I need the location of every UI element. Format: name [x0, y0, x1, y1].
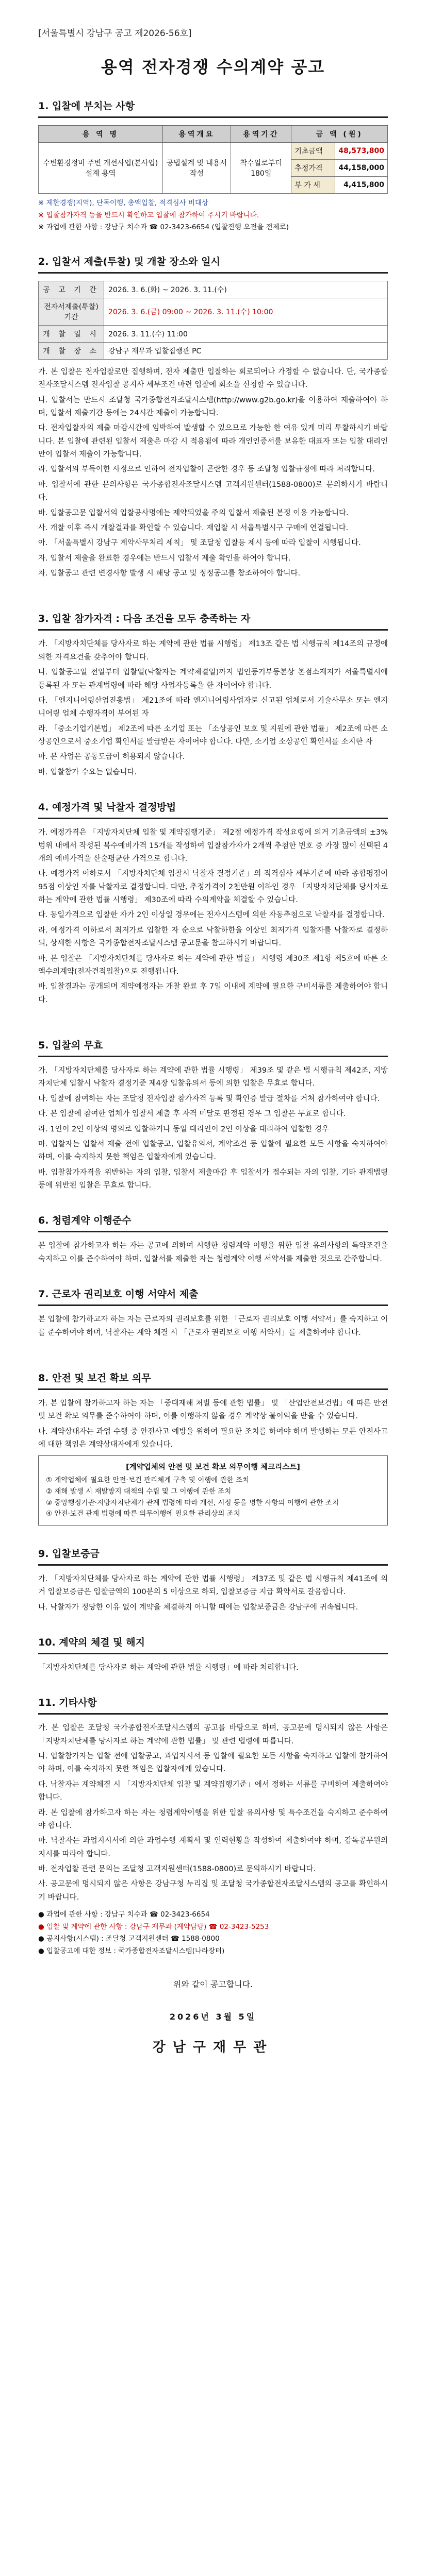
checklist-item: ① 계약업체에 필요한 안전·보건 관리체계 구축 및 이행에 관한 조치 [46, 1476, 250, 1485]
section-divider [38, 1231, 388, 1232]
closing-statement: 위와 같이 공고합니다. [173, 1979, 253, 1989]
paragraph: 마. 낙찰자는 과업지시서에 의한 과업수행 계획서 및 인력현황을 작성하여 제출하여야 하며, 감독공무원의 지시를 따라야 합니다. [38, 1837, 388, 1858]
schedule-value: 2026. 3. 11.(수) 11:00 [104, 325, 388, 342]
paragraph: 바. 입찰공고문 입찰서의 입찰공사명에는 제약되었을 주의 입찰서 제출된 본정 이용 가능합니다. [38, 509, 349, 517]
page-title: 용역 전자경쟁 수의계약 공고 [101, 57, 325, 77]
amount-label: 추정가격 [291, 160, 335, 177]
paragraph: 라. 「중소기업기본법」 제2조에 따른 소기업 또는 「소상공인 보호 및 지원에 관한 법률」 제2조에 따른 소상공인으로서 중소기업 확인서를 발급받은 자이어야 합니다. 다만, 소기업 소상공인 확인서를 소지한 자 [38, 724, 388, 747]
paragraph: 차. 입찰공고 관련 변경사항 발생 시 해당 공고 및 정정공고를 참조하여야 합니다. [38, 569, 301, 578]
note-line: ※ 과업에 관한 사항 : 강남구 치수과 ☎ 02-3423-6654 (입찰진행 오전을 전제로) [38, 223, 289, 232]
paragraph: 아. 「서울특별시 강남구 계약사무처리 세칙」 및 조달청 입찰등 제시 등에 따라 입찰이 시행됩니다. [38, 539, 361, 548]
paragraph: 본 입찰에 참가하고자 하는 자는 근로자의 권리보호를 위한 「근로자 권리보호 이행 서약서」를 숙지하고 이를 준수하여야 하며, 낙찰자는 계약 체결 시 「근로자 권리보호 이행 서약서」를 제출하여야 합니다. [38, 1315, 388, 1337]
paragraph: 나. 예정가격 이하로서 「지방자치단체 입찰시 낙찰자 결정기준」의 적격심사 세부기준에 따라 종합평점이 95점 이상인 자를 낙찰자로 결정합니다. 다만, 추정가격이 2천만원 이하인 경우 「지방자치단체를 당사자로 하는 계약에 관한 법률 시행령」 제30조에 따라 수의계약을 체결할 수 있습니다. [38, 870, 388, 905]
service-overview: 공법설계 및 내용서 작성 [162, 143, 231, 194]
schedule-key: 개 찰 장 소 [39, 342, 104, 359]
amount-value: 44,158,000 [335, 160, 388, 177]
contact-item: ● 입찰공고에 대한 정보 : 국가종합전자조달시스템(나라장터) [38, 1946, 225, 1955]
amount-label: 기초금액 [291, 143, 335, 160]
paragraph: 가. 본 입찰은 조달청 국가종합전자조달시스템의 공고를 바탕으로 하며, 공고문에 명시되지 않은 사항은 「지방자치단체를 당사자로 하는 계약에 관한 법률」 및 관련 법령에 따릅니다. [38, 1724, 388, 1745]
section-divider [38, 1056, 388, 1057]
checklist-item: ② 재해 발생 시 재발방지 대책의 수립 및 그 이행에 관한 조치 [46, 1487, 232, 1496]
service-name: 수변환경정비 주변 개선사업(본사업) 설계 용역 [39, 143, 163, 194]
section-2-title: 2. 입찰서 제출(투찰) 및 개찰 장소와 일시 [38, 256, 220, 267]
section-6-title: 6. 청렴계약 이행준수 [38, 1215, 132, 1227]
section-divider [38, 629, 388, 631]
section-divider [38, 272, 388, 274]
paragraph: 다. 낙찰자는 계약체결 시 「지방자치단체 입찰 및 계약집행기준」에서 정하는 서류를 구비하여 제출하여야 합니다. [38, 1780, 388, 1802]
amount-value: 4,415,800 [335, 177, 388, 194]
paragraph: 가. 예정가격은 「지방자치단체 입찰 및 계약집행기준」 제2절 예정가격 작성요령에 의거 기초금액의 ±3% 범위 내에서 작성된 복수예비가격 15개를 작성하여 입찰참가자가 2개씩 추첨한 번호 중 가장 많이 선택된 4개의 예비가격을 산술평균한 가격으로 합니다. [38, 828, 388, 863]
schedule-key: 공 고 기 간 [39, 281, 104, 298]
schedule-value: 2026. 3. 6.(금) 09:00 ~ 2026. 3. 11.(수) 10:00 [104, 298, 388, 325]
section-4-title: 4. 예정가격 및 낙찰자 결정방법 [38, 802, 176, 814]
section-8-title: 8. 안전 및 보건 확보 의무 [38, 1372, 151, 1384]
paragraph: 가. 본 입찰에 참가하고자 하는 자는 「중대재해 처벌 등에 관한 법률」 및 「산업안전보건법」에 따른 안전 및 보건 확보 의무를 준수하여야 하며, 이를 이행하지 않을 경우 계약상 불이익을 받을 수 있습니다. [38, 1399, 388, 1421]
section-1-title: 1. 입찰에 부치는 사항 [38, 100, 135, 112]
paragraph: 「지방자치단체를 당사자로 하는 계약에 관한 법률 시행령」에 따라 처리합니다. [38, 1663, 299, 1672]
amount-label: 부 가 세 [291, 177, 335, 194]
paragraph: 나. 낙찰자가 정당한 이유 없이 계약을 체결하지 아니할 때에는 입찰보증금은 강남구에 귀속됩니다. [38, 1603, 358, 1612]
col-period: 용역기간 [231, 126, 291, 143]
col-amount: 금 액 (원) [291, 126, 388, 143]
paragraph: 바. 입찰참가자격을 위반하는 자의 입찰, 입찰서 제출마감 후 입찰서가 접수되는 자의 입찰, 기타 관계법령 등에 위반된 입찰은 무효로 합니다. [38, 1168, 388, 1190]
paragraph: 라. 1인이 2인 이상의 명의로 입찰하거나 동일 대리인이 2인 이상을 대리하여 입찰한 경우 [38, 1125, 329, 1133]
note-line: ※ 입찰참가자격 등을 반드시 확인하고 입찰에 참가하여 주시기 바랍니다. [38, 211, 259, 219]
paragraph: 다. 「엔지니어링산업진흥법」 제21조에 따라 엔지니어링사업자로 신고된 업체로서 기술사무소 또는 엔지니어링 업체 수행자격이 부여된 자 [38, 696, 388, 718]
section-divider [38, 1388, 388, 1390]
checklist-box [38, 1455, 388, 1525]
section-divider [38, 116, 388, 118]
note-line: ※ 제한경쟁(지역), 단독이행, 총액입찰, 적격심사 비대상 [38, 199, 209, 207]
schedule-value: 강남구 재무과 입찰집행관 PC [104, 342, 388, 359]
schedule-key: 개 찰 일 시 [39, 325, 104, 342]
paragraph: 가. 본 입찰은 전자입찰로만 집행하며, 전자 제출만 입찰하는 회로되어나 가정할 수 없습니다. 단, 국가종합전자조달시스템 전자입찰 공지사 세부조건 마련 입찰에 회소을 신청할 수 있습니다. [38, 367, 388, 389]
paragraph: 나. 입찰공고일 전일부터 입찰일(낙찰자는 계약체결일)까지 법인등기부등본상 본점소재지가 서울특별시에 등록된 자 또는 관계법령에 따라 해당 사업자등록을 한 자이어야 합니다. [38, 668, 388, 690]
section-9-title: 9. 입찰보증금 [38, 1548, 100, 1560]
contact-list [38, 1909, 388, 1957]
checklist-item: ③ 중앙행정기관·지방자치단체가 관계 법령에 따라 개선, 시정 등을 명한 사항의 이행에 관한 조치 [46, 1498, 339, 1507]
section-divider [38, 1713, 388, 1715]
service-period: 착수일로부터 180일 [231, 143, 291, 194]
paragraph: 바. 입찰참가 수요는 없습니다. [38, 768, 137, 776]
section-5-title: 5. 입찰의 무효 [38, 1040, 103, 1052]
service-table [38, 125, 388, 194]
paragraph: 바. 입찰결과는 공개되며 계약예정자는 개찰 완료 후 7일 이내에 계약에 필요한 구비서류를 제출하여야 합니다. [38, 982, 388, 1004]
paragraph: 나. 입찰에 참여하는 자는 조달청 전자입찰 참가자격 등록 및 확인증 발급 절차를 거쳐 참가하여야 합니다. [38, 1094, 380, 1103]
checklist-title: [계약업체의 안전 및 보건 확보 의무이행 체크리스트] [126, 1463, 300, 1472]
schedule-table [38, 281, 388, 360]
paragraph: 마. 본 사업은 공동도급이 허용되지 않습니다. [38, 753, 185, 761]
schedule-key: 전자서제출(투찰)기간 [39, 298, 104, 325]
issuer-name: 강남구재무관 [152, 2039, 274, 2055]
paragraph: 바. 전자입찰 관련 문의는 조달청 고객지원센터(1588-0800)로 문의하시기 바랍니다. [38, 1865, 316, 1874]
schedule-value: 2026. 3. 6.(화) ~ 2026. 3. 11.(수) [104, 281, 388, 298]
section-3-title: 3. 입찰 참가자격 : 다음 조건을 모두 충족하는 자 [38, 613, 251, 625]
col-name: 용 역 명 [39, 126, 163, 143]
section-divider [38, 818, 388, 819]
section-10-title: 10. 계약의 체결 및 해지 [38, 1636, 145, 1648]
paragraph: 나. 계약상대자는 과업 수행 중 안전사고 예방을 위하여 필요한 조치를 하여야 하며 발생하는 모든 안전사고에 대한 책임은 계약상대자에게 있습니다. [38, 1427, 388, 1449]
paragraph: 나. 입찰서는 반드시 조달청 국가종합전자조달시스템(http://www.g2b.go.kr)을 이용하여 제출하여야 하며, 입찰서 제출기간 등에는 24시간 제출이 가능합니다. [38, 396, 388, 417]
paragraph: 자. 입찰서 제출을 완료한 경우에는 반드시 입찰서 제출 확인을 하여야 합니다. [38, 554, 291, 563]
section-11-title: 11. 기타사항 [38, 1697, 97, 1709]
paragraph: 라. 본 입찰에 참가하고자 하는 자는 청렴계약이행을 위한 입찰 유의사항 및 특수조건을 숙지하고 준수하여야 합니다. [38, 1808, 388, 1830]
notice-date: 2026년 3월 5일 [169, 2011, 257, 2022]
paragraph: 가. 「지방자치단체를 당사자로 하는 계약에 관한 법률 시행령」 제37조 및 같은 법 시행규칙 제41조에 의거 입찰보증금은 입찰금액의 100분의 5 이상으로 하되, 입찰보증금 지급 확약서로 갈음합니다. [38, 1574, 388, 1597]
checklist-item: ④ 안전·보건 관계 법령에 따른 의무이행에 필요한 관리상의 조치 [46, 1510, 240, 1518]
paragraph: 나. 입찰참가자는 입찰 전에 입찰공고, 과업지시서 등 입찰에 필요한 모든 사항을 숙지하고 입찰에 참가하여야 하며, 이를 숙지하지 못한 책임은 입찰자에게 있습니다. [38, 1752, 388, 1774]
section-divider [38, 1564, 388, 1566]
paragraph: 가. 「지방자치단체를 당사자로 하는 계약에 관한 법률 시행령」 제13조 같은 법 시행규칙 제14조의 규정에 의한 자격요건을 갖추어야 합니다. [38, 640, 388, 662]
contact-item: ● 과업에 관한 사항 : 강남구 치수과 ☎ 02-3423-6654 [38, 1910, 210, 1919]
paragraph: 가. 「지방자치단체를 당사자로 하는 계약에 관한 법률 시행령」 제39조 및 같은 법 시행규칙 제42조, 지방자치단체 입찰시 낙찰자 결정기준 제4장 입찰유의서 등에 의한 입찰은 무효로 합니다. [38, 1066, 388, 1088]
paragraph: 마. 본 입찰은 「지방자치단체를 당사자로 하는 계약에 관한 법률」 시행령 제30조 제1항 제5호에 따른 소액수의계약(전자견적입찰)으로 진행됩니다. [38, 954, 388, 976]
section-7-title: 7. 근로자 권리보호 이행 서약서 제출 [38, 1289, 199, 1300]
paragraph: 다. 동일가격으로 입찰한 자가 2인 이상일 경우에는 전자시스템에 의한 자동추첨으로 낙찰자를 결정합니다. [38, 911, 385, 920]
section-divider [38, 1653, 388, 1654]
paragraph: 다. 본 입찰에 참여한 업체가 입찰서 제출 후 자격 미달로 판정된 경우 그 입찰은 무효로 합니다. [38, 1110, 346, 1118]
section-divider [38, 1304, 388, 1306]
contact-item: ● 공지사항(시스템) : 조달청 고객지원센터 ☎ 1588-0800 [38, 1935, 220, 1943]
publication-number: [서울특별시 강남구 공고 제2026-56호] [38, 28, 192, 39]
paragraph: 라. 입찰서의 부득이한 사정으로 인하여 전자입찰이 곤란한 경우 등 조달청 입찰규정에 따라 처리합니다. [38, 465, 375, 474]
paragraph: 마. 입찰서에 관한 문의사항은 국가종합전자조달시스템 고객지원센터(1588-0800)로 문의하시기 바랍니다. [38, 480, 388, 502]
paragraph: 라. 예정가격 이하로서 최저가로 입찰한 자 순으로 낙찰하한율 이상인 최저가격 입찰자를 낙찰자로 결정하되, 상세한 사항은 국가종합전자조달시스템 공고문을 참고하시기 바랍니다. [38, 926, 388, 948]
paragraph: 사. 공고문에 명시되지 않은 사항은 강남구청 누리집 및 조달청 국가종합전자조달시스템의 공고를 확인하시기 바랍니다. [38, 1880, 388, 1902]
paragraph: 마. 입찰자는 입찰서 제출 전에 입찰공고, 입찰유의서, 계약조건 등 입찰에 필요한 모든 사항을 숙지하여야 하며, 이를 숙지하지 못한 책임은 입찰자에게 있습니다. [38, 1140, 388, 1162]
paragraph: 사. 개찰 이후 즉시 개찰결과를 확인할 수 있습니다. 재입찰 시 서울특별시구 구매에 연결됩니다. [38, 523, 349, 532]
amount-value: 48,573,800 [335, 143, 388, 160]
paragraph: 다. 전자입찰자의 제출 마감시간에 임박하여 발생할 수 있으므로 가능한 한 여유 있게 미리 투찰하시기 바랍니다. 본 입찰에 관련된 입찰서 제출은 마감 시 적용됨에 따라 개인인증서를 보유한 대표자 또는 입찰 대리인만이 입찰서 제출이 가능합니다. [38, 424, 388, 459]
paragraph: 본 입찰에 참가하고자 하는 자는 공고에 의하여 시행한 청렴계약 이행을 위한 입찰 유의사항의 특약조건을 숙지하고 이를 준수하여야 하며, 입찰서를 제출한 자는 청렴계약 이행 서약서를 제출한 것으로 간주합니다. [38, 1242, 388, 1263]
col-overview: 용역개요 [162, 126, 231, 143]
contact-item: ● 입찰 및 계약에 관한 사항 : 강남구 재무과 (계약담당) ☎ 02-3423-5253 [38, 1922, 269, 1931]
